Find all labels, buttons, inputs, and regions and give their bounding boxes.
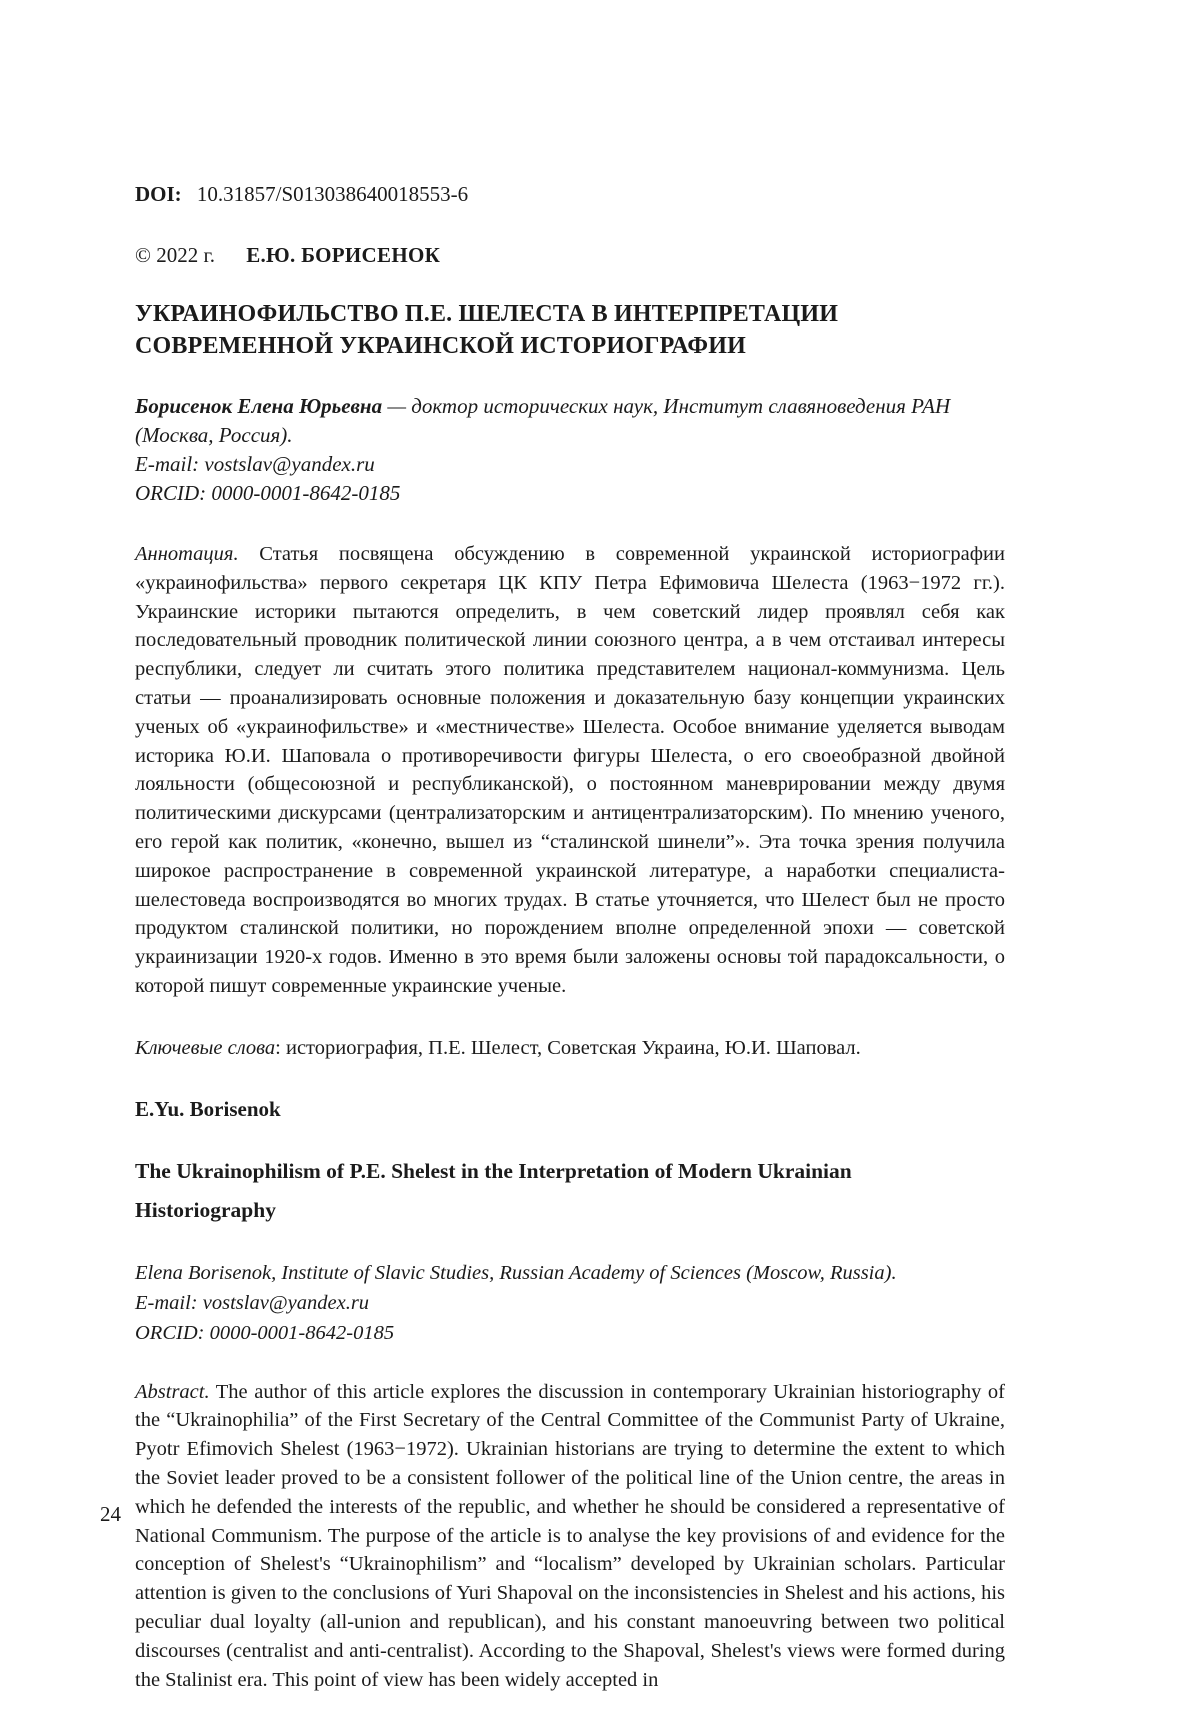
byline-author: Е.Ю. БОРИСЕНОК	[246, 243, 441, 267]
page-content	[135, 182, 1005, 1694]
copyright-byline	[135, 243, 1005, 268]
doi-line	[135, 182, 1005, 207]
keywords-ru	[135, 1034, 1005, 1063]
abstract-en-text: The author of this article explores the discussion in contemporary Ukrainian historiography of the “Ukrainophilia” of the First Secretary of the Central Committee of the Communist Party of Ukraine, Pyotr Efimovich Shelest (1963−1972). Ukrainian historians are trying to determine the extent to which the Soviet leader proved to be a consistent follower of the political line of the Union centre, the areas in which he defended the interests of the republic, and whether he should be considered a representative of National Communism. The purpose of the article is to analyse the key provisions of and evidence for the conception of Shelest's “Ukrainophilism” and “localism” developed by Ukrainian scholars. Particular attention is given to the conclusions of Yuri Shapoval on the inconsistencies in Shelest and his actions, his peculiar dual loyalty (all-union and republican), and his constant manoeuvring between two political discourses (centralist and anti-centralist). According to the Shapoval, Shelest's views were formed during the Stalinist era. This point of view has been widely accepted in	[135, 1380, 1005, 1691]
article-title-ru: УКРАИНОФИЛЬСТВО П.Е. ШЕЛЕСТА В ИНТЕРПРЕТАЦИИ СОВРЕМЕННОЙ УКРАИНСКОЙ ИСТОРИОГРАФИИ	[135, 301, 839, 359]
keywords-ru-label: Ключевые слова	[135, 1036, 276, 1059]
author-info-en	[135, 1258, 1005, 1348]
copyright-text: © 2022 г.	[135, 243, 215, 267]
page-number: 24	[100, 1502, 121, 1526]
article-title-en: The Ukrainophilism of P.E. Shelest in the Interpretation of Modern Ukrainian Historiography	[135, 1158, 852, 1222]
author-heading-en: E.Yu. Borisenok	[135, 1096, 281, 1121]
abstract-ru-label: Аннотация.	[135, 543, 239, 565]
author-info-ru	[135, 392, 1005, 450]
author-orcid-en: ORCID: 0000-0001-8642-0185	[135, 1321, 395, 1344]
author-email-ru: E-mail: vostslav@yandex.ru	[135, 452, 375, 476]
keywords-ru-text: : историография, П.Е. Шелест, Советская Украина, Ю.И. Шаповал.	[275, 1036, 861, 1059]
author-affiliation-en: Elena Borisenok, Institute of Slavic Studies, Russian Academy of Sciences (Moscow, Russia).	[135, 1261, 897, 1284]
author-email-en: E-mail: vostslav@yandex.ru	[135, 1291, 370, 1314]
abstract-en	[135, 1378, 1005, 1695]
doi-label: DOI:	[135, 182, 182, 206]
abstract-ru	[135, 540, 1005, 1001]
author-name-ru: Борисенок Елена Юрьевна	[135, 394, 383, 418]
abstract-en-label: Abstract.	[135, 1380, 210, 1403]
abstract-ru-text: Статья посвящена обсуждению в современной украинской историографии «украинофильства» первого секретаря ЦК КПУ Петра Ефимовича Шелеста (1963−1972 гг.). Украинские историки пытаются определить, в чем советский лидер проявлял себя как последовательный проводник политической линии союзного центра, а в чем отстаивал интересы республики, следует ли считать этого политика представителем национал-коммунизма. Цель статьи — проанализировать основные положения и доказательную базу концепции украинских ученых об «украинофильстве» и «местничестве» Шелеста. Особое внимание уделяется выводам историка Ю.И. Шаповала о противоречивости фигуры Шелеста, о его своеобразной двойной лояльности (общесоюзной и республиканской), о постоянном маневрировании между двумя политическими дискурсами (централизаторским и антицентрализаторским). По мнению ученого, его герой как политик, «конечно, вышел из “сталинской шинели”». Эта точка зрения получила широкое распространение в современной украинской литературе, а наработки специалиста-шелестоведа воспроизводятся во многих трудах. В статье уточняется, что Шелест был не просто продуктом сталинской политики, но порождением вполне определенной эпохи — советской украинизации 1920-х годов. Именно в это время были заложены основы той парадоксальности, о которой пишут современные украинские ученые.	[135, 543, 1005, 997]
doi-value: 10.31857/S013038640018553-6	[196, 182, 469, 206]
author-details-ru: — доктор исторических наук, Институт славяноведения РАН (Москва, Россия).	[135, 394, 951, 447]
author-orcid-ru: ORCID: 0000-0001-8642-0185	[135, 481, 401, 505]
